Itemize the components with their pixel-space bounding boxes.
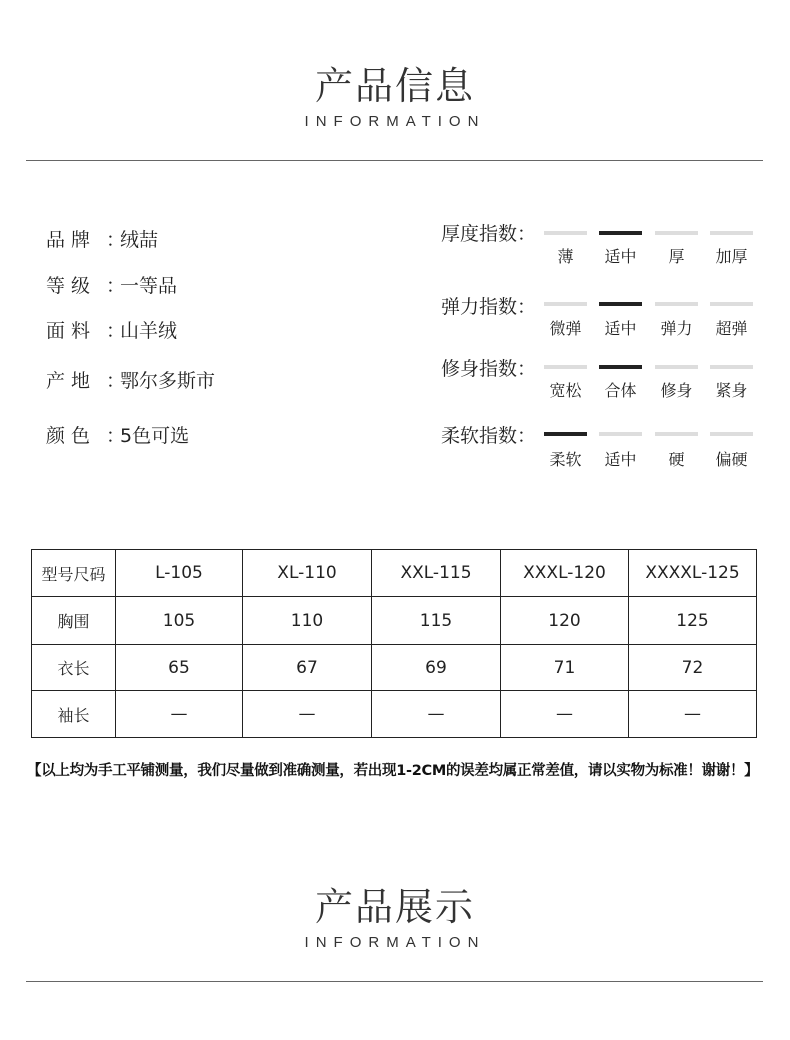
spec-key: 等 级 — [46, 275, 91, 297]
size-table — [31, 549, 757, 738]
spec-value: 绒喆 — [120, 229, 159, 251]
index-option-label: 修身 — [660, 381, 693, 400]
index-option-label: 柔软 — [549, 450, 582, 469]
spec-item — [46, 316, 177, 343]
spec-key: 品 牌 — [46, 229, 91, 251]
spec-value: 鄂尔多斯市 — [120, 370, 216, 392]
index-bar — [599, 432, 642, 436]
index-option-label: 厚 — [668, 247, 685, 266]
spec-colon: ： — [106, 370, 126, 392]
spec-key: 产 地 — [46, 370, 91, 392]
measurement-note: 【以上均为手工平铺测量，我们尽量做到准确测量，若出现1-2CM的误差均属正常差值，请以实物为标准！谢谢！】 — [27, 763, 759, 779]
index-option-label: 适中 — [604, 450, 637, 469]
page-title: 产品信息 — [314, 64, 475, 108]
section-subtitle: INFORMATION — [304, 934, 486, 951]
index-bar — [544, 365, 587, 369]
table-row — [32, 597, 757, 645]
table-cell: — — [243, 691, 372, 738]
index-bar-active — [599, 365, 642, 369]
index-bar-active — [599, 302, 642, 306]
table-cell: — — [629, 691, 757, 738]
index-label: 柔软指数： — [441, 425, 537, 447]
index-option-label: 适中 — [604, 319, 637, 338]
divider — [26, 981, 763, 982]
index-option-label: 合体 — [604, 381, 637, 400]
table-cell: 67 — [243, 645, 372, 691]
table-header-cell: XXXXL-125 — [629, 550, 757, 597]
table-cell: 125 — [629, 597, 757, 645]
index-bar — [655, 365, 698, 369]
spec-item — [46, 366, 215, 393]
table-header-row — [32, 550, 757, 597]
spec-colon: ： — [106, 275, 126, 297]
spec-colon: ： — [106, 425, 126, 447]
table-cell: — — [116, 691, 243, 738]
table-cell: — — [501, 691, 629, 738]
spec-key: 面 料 — [46, 320, 91, 342]
table-row — [32, 691, 757, 738]
index-bar — [710, 365, 753, 369]
index-option-label: 薄 — [557, 247, 574, 266]
index-option-label: 超弹 — [715, 319, 748, 338]
divider — [26, 160, 763, 161]
spec-key: 颜 色 — [46, 425, 91, 447]
table-cell: 65 — [116, 645, 243, 691]
table-cell: 120 — [501, 597, 629, 645]
index-bar — [655, 231, 698, 235]
table-cell: 105 — [116, 597, 243, 645]
page-subtitle: INFORMATION — [304, 113, 486, 130]
index-bar — [710, 302, 753, 306]
index-bar — [655, 432, 698, 436]
table-cell: 胸围 — [32, 597, 116, 645]
spec-item — [46, 271, 177, 298]
index-option-label: 偏硬 — [715, 450, 748, 469]
spec-value: 一等品 — [120, 275, 178, 297]
index-label: 修身指数： — [441, 358, 537, 380]
table-cell: 衣长 — [32, 645, 116, 691]
table-cell: 袖长 — [32, 691, 116, 738]
section-title: 产品展示 — [314, 885, 475, 929]
index-option-label: 微弹 — [549, 319, 582, 338]
index-bar — [710, 231, 753, 235]
table-cell: — — [372, 691, 501, 738]
table-cell: 110 — [243, 597, 372, 645]
index-bar-active — [544, 432, 587, 436]
table-cell: 72 — [629, 645, 757, 691]
index-option-label: 紧身 — [715, 381, 748, 400]
spec-item — [46, 225, 158, 252]
spec-colon: ： — [106, 229, 126, 251]
index-option-label: 弹力 — [660, 319, 693, 338]
index-option-label: 加厚 — [715, 247, 748, 266]
table-header-cell: 型号尺码 — [32, 550, 116, 597]
table-cell: 69 — [372, 645, 501, 691]
index-bar — [544, 302, 587, 306]
table-header-cell: XXXL-120 — [501, 550, 629, 597]
index-bar — [710, 432, 753, 436]
spec-value: 山羊绒 — [120, 320, 178, 342]
spec-item — [46, 421, 189, 448]
index-bar-active — [599, 231, 642, 235]
index-option-label: 宽松 — [549, 381, 582, 400]
spec-colon: ： — [106, 320, 126, 342]
table-header-cell: XL-110 — [243, 550, 372, 597]
table-cell: 71 — [501, 645, 629, 691]
index-option-label: 硬 — [668, 450, 685, 469]
index-bar — [544, 231, 587, 235]
table-header-cell: XXL-115 — [372, 550, 501, 597]
index-label: 厚度指数： — [441, 223, 537, 245]
index-bar — [655, 302, 698, 306]
table-header-cell: L-105 — [116, 550, 243, 597]
spec-value: 5色可选 — [120, 425, 190, 447]
index-label: 弹力指数： — [441, 296, 537, 318]
index-option-label: 适中 — [604, 247, 637, 266]
table-cell: 115 — [372, 597, 501, 645]
table-row — [32, 645, 757, 691]
